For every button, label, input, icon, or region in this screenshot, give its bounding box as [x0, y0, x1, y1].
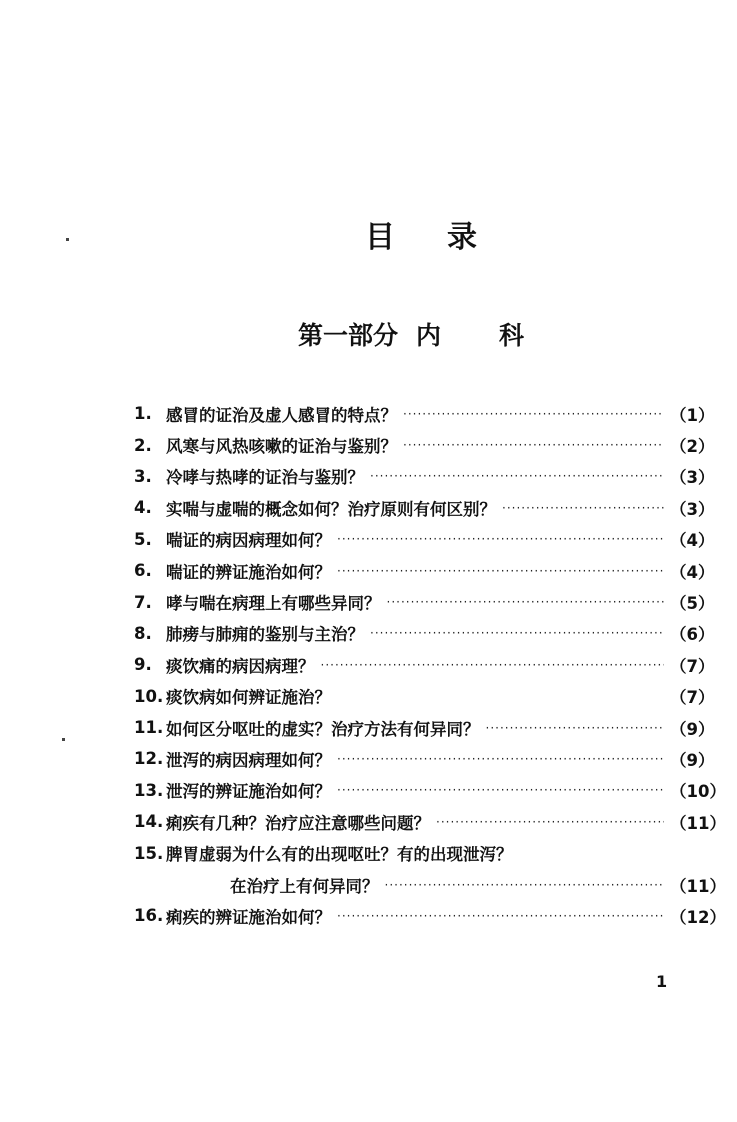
toc-entry-continuation: [134, 869, 726, 900]
table-of-contents: [134, 398, 726, 932]
toc-entry[interactable]: [134, 775, 726, 806]
entry-number: 11.: [134, 718, 164, 738]
scan-speck: [66, 238, 69, 241]
entry-title: 痢疾的辨证施治如何？: [166, 907, 331, 927]
entry-page: （4）: [670, 531, 715, 551]
entry-title: 实喘与虚喘的概念如何？治疗原则有何区别？: [166, 499, 496, 519]
leader-dots: [337, 564, 664, 578]
entry-title: 冷哮与热哮的证治与鉴别？: [166, 468, 364, 488]
toc-entry[interactable]: [134, 398, 715, 429]
toc-entry[interactable]: [134, 618, 715, 649]
entry-number: 8.: [134, 623, 152, 643]
entry-title: 喘证的病因病理如何？: [166, 531, 331, 551]
page-number: 1: [656, 972, 668, 991]
scan-speck: [62, 738, 65, 741]
toc-entry[interactable]: [134, 524, 715, 555]
entry-title: 泄泻的病因病理如何？: [166, 750, 331, 770]
leader-dots: [370, 469, 664, 483]
entry-title: 哮与喘在病理上有哪些异同？: [166, 594, 381, 614]
entry-page: （11）: [670, 876, 726, 896]
entry-title: 痢疾有几种？治疗应注意哪些问题？: [166, 813, 430, 833]
leader-dots: [486, 721, 665, 735]
toc-entry[interactable]: [134, 555, 715, 586]
entry-number: 3.: [134, 466, 152, 486]
entry-number: 2.: [134, 435, 152, 455]
toc-entry[interactable]: [134, 712, 715, 743]
leader-dots: [502, 501, 664, 515]
entry-number: 6.: [134, 561, 152, 581]
entry-number: 14.: [134, 812, 164, 832]
entry-title: 痰饮病如何辨证施治？: [166, 688, 331, 708]
entry-title: 脾胃虚弱为什么有的出现呕吐？有的出现泄泻？: [166, 845, 513, 865]
toc-entry[interactable]: [134, 461, 715, 492]
entry-title-continued: 在治疗上有何异同？: [230, 876, 379, 896]
entry-number: 10.: [134, 686, 164, 706]
leader-dots: [370, 626, 664, 640]
entry-page: （12）: [670, 907, 726, 927]
toc-entry[interactable]: [134, 586, 715, 617]
entry-title: 风寒与风热咳嗽的证治与鉴别？: [166, 437, 397, 457]
leader-dots: [321, 658, 665, 672]
entry-page: （6）: [670, 625, 715, 645]
entry-number: 1.: [134, 404, 152, 424]
leader-dots: [403, 407, 664, 421]
entry-page: （4）: [670, 562, 715, 582]
entry-page: （2）: [670, 437, 715, 457]
leader-dots: [337, 909, 664, 923]
leader-dots: [403, 438, 664, 452]
entry-page: （9）: [670, 719, 715, 739]
entry-number: 16.: [134, 906, 164, 926]
page-title: 目录: [365, 220, 529, 255]
toc-entry[interactable]: [134, 492, 715, 523]
entry-number: 4.: [134, 498, 152, 518]
leader-dots: [337, 783, 664, 797]
toc-entry[interactable]: [134, 900, 726, 931]
entry-number: 9.: [134, 655, 152, 675]
entry-page: （3）: [670, 499, 715, 519]
leader-dots: [337, 532, 664, 546]
entry-title: 痰饮痛的病因病理？: [166, 656, 315, 676]
toc-entry[interactable]: [134, 837, 712, 868]
entry-page: （10）: [670, 782, 726, 802]
entry-page: （3）: [670, 468, 715, 488]
leader-dots: [436, 815, 664, 829]
entry-title: 感冒的证治及虚人感冒的特点？: [166, 405, 397, 425]
toc-entry[interactable]: [134, 681, 715, 712]
part-label: 第一部分: [298, 321, 399, 350]
entry-number: 5.: [134, 529, 152, 549]
entry-page: （11）: [670, 813, 726, 833]
entry-title: 如何区分呕吐的虚实？治疗方法有何异同？: [166, 719, 480, 739]
toc-entry[interactable]: [134, 806, 726, 837]
part-heading: [298, 316, 524, 352]
entry-page: （1）: [670, 405, 715, 425]
entry-title: 肺痨与肺痈的鉴别与主治？: [166, 625, 364, 645]
entry-page: （9）: [670, 750, 715, 770]
toc-entry[interactable]: [134, 743, 715, 774]
part-word-2: 科: [499, 321, 525, 350]
entry-page: （7）: [670, 656, 715, 676]
toc-entry[interactable]: [134, 429, 715, 460]
entry-page: （5）: [670, 594, 715, 614]
leader-dots: [337, 752, 664, 766]
entry-number: 15.: [134, 843, 164, 863]
leader-dots: [387, 595, 665, 609]
entry-title: 喘证的辨证施治如何？: [166, 562, 331, 582]
entry-page: （7）: [670, 688, 715, 708]
entry-number: 7.: [134, 592, 152, 612]
entry-number: 13.: [134, 780, 164, 800]
entry-number: 12.: [134, 749, 164, 769]
entry-title: 泄泻的辨证施治如何？: [166, 782, 331, 802]
toc-entry[interactable]: [134, 649, 715, 680]
leader-dots: [385, 878, 665, 892]
part-word-1: 内: [416, 321, 442, 350]
